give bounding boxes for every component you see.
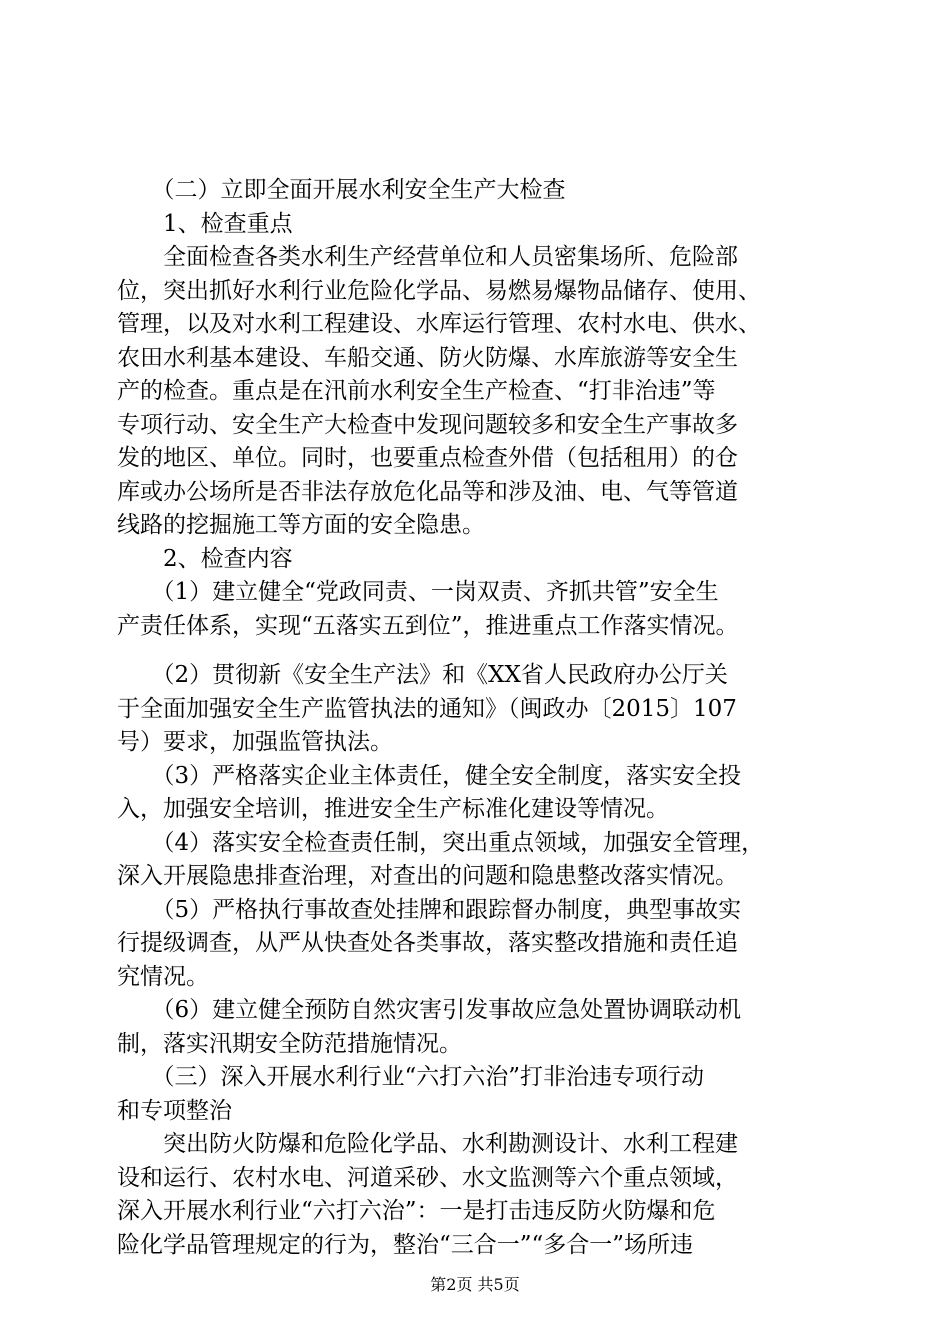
text-line: 号）要求，加强监管执法。	[117, 729, 393, 755]
text-line: 库或办公场所是否非法存放危化品等和涉及油、电、气等管道	[117, 478, 738, 505]
text-line: 位，突出抓好水利行业危险化学品、易燃易爆物品储存、使用、	[117, 277, 761, 304]
text-line: （3）严格落实企业主体责任，健全安全制度，落实安全投	[117, 762, 742, 789]
text-line: 管理，以及对水利工程建设、水库运行管理、农村水电、供水、	[117, 311, 761, 337]
text-line: （二）立即全面开展水利安全生产大检查	[117, 177, 566, 203]
text-line: （2）贯彻新《安全生产法》和《XX省人民政府办公厅关	[117, 662, 728, 688]
text-line: （1）建立健全“党政同责、一岗双责、齐抓共管”安全生	[117, 579, 719, 605]
text-line: 1、检查重点	[117, 210, 293, 237]
text-line: 深入开展隐患排查治理，对查出的问题和隐患整改落实情况。	[117, 863, 738, 889]
text-line: （5）严格执行事故查处挂牌和跟踪督办制度，典型事故实	[117, 896, 742, 923]
text-line: 设和运行、农村水电、河道采砂、水文监测等六个重点领域，	[117, 1164, 738, 1191]
text-line: 专项行动、安全生产大检查中发现问题较多和安全生产事故多	[117, 411, 738, 438]
text-line: 行提级调查，从严从快查处各类事故，落实整改措施和责任追	[117, 930, 738, 956]
text-line: 2、检查内容	[117, 545, 293, 572]
text-line: 线路的挖掘施工等方面的安全隐患。	[117, 512, 485, 538]
document-body	[117, 174, 853, 1262]
text-line: 入，加强安全培训，推进安全生产标准化建设等情况。	[117, 796, 669, 822]
text-line: 产责任体系，实现“五落实五到位”，推进重点工作落实情况。	[117, 612, 739, 639]
text-line: 突出防火防爆和危险化学品、水利勘测设计、水利工程建	[117, 1131, 738, 1157]
text-line: 于全面加强安全生产监管执法的通知》（闽政办〔2015〕107	[117, 695, 737, 722]
text-line: 和专项整治	[117, 1097, 232, 1124]
text-line: 农田水利基本建设、车船交通、防火防爆、水库旅游等安全生	[117, 344, 738, 371]
text-line: 险化学品管理规定的行为，整治“三合一”“多合一”场所违	[117, 1231, 694, 1258]
page-footer	[0, 1275, 950, 1295]
text-line: 全面检查各类水利生产经营单位和人员密集场所、危险部	[117, 244, 738, 270]
text-line: （6）建立健全预防自然灾害引发事故应急处置协调联动机	[117, 997, 742, 1023]
text-line: 究情况。	[117, 963, 209, 990]
paragraph-gap	[117, 643, 853, 659]
text-line: （4）落实安全检查责任制，突出重点领域，加强安全管理，	[117, 829, 765, 856]
text-line: 产的检查。重点是在汛前水利安全生产检查、“打非治违”等	[117, 378, 716, 404]
text-line: 制，落实汛期安全防范措施情况。	[117, 1030, 462, 1057]
text-line: 深入开展水利行业“六打六治”：一是打击违反防火防爆和危	[117, 1198, 716, 1224]
page-number: 第2页 共5页	[430, 1275, 520, 1294]
text-line: 发的地区、单位。同时，也要重点检查外借（包括租用）的仓	[117, 445, 738, 471]
text-line: （三）深入开展水利行业“六打六治”打非治违专项行动	[117, 1064, 705, 1090]
